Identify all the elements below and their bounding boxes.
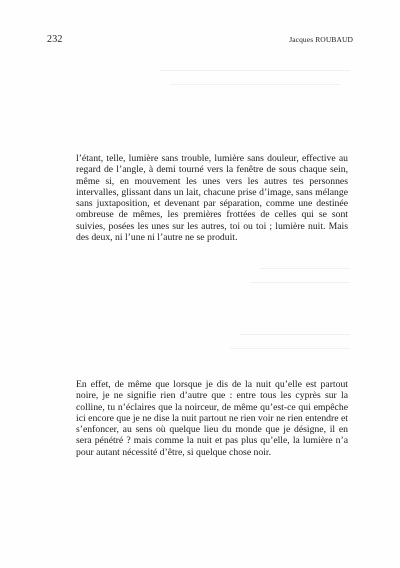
show-through-line	[250, 282, 350, 283]
paragraph-1: l’étant, telle, lumière sans trouble, lumière sans douleur, effective au regard de l’angle, à demi tourné vers la fenêtre de sous chaque sein, même si, en mouvement les unes vers les autres tes personnes intervalles, glissant dans un lait, chacune prise d’image, sans mélange sans juxtaposition, et devenant par séparation, comme une destinée ombreuse de mêmes, les premières frottées de celles qui se sont suivies, posées les unes sur les autres, toi ou toi ; lumière nuit. Mais des deux, ni l’une ni l’autre ne se produit.	[76, 153, 348, 243]
running-head-author: Jacques ROUBAUD	[289, 35, 353, 44]
paragraph-2: En effet, de même que lorsque je dis de la nuit qu’elle est partout noire, je ne signifie rien d’autre que : entre tous les cyprès sur la colline, tu n’éclaires que la noirceur, de même qu’est-ce qui empêche ici encore que je ne dise la nuit partout ne rien voir ne rien entendre et s’enfoncer, au sens où quelque lieu du monde que je désigne, il en sera pénétré ? mais comme la nuit et pas plus qu’elle, la lumière n’a pour autant nécessité d’être, si quelque chose noir.	[76, 379, 348, 458]
show-through-line	[230, 348, 350, 349]
show-through-line	[260, 268, 350, 269]
show-through-line	[240, 334, 350, 335]
page-number: 232	[47, 34, 63, 45]
show-through-line	[160, 70, 350, 71]
show-through-line	[170, 84, 340, 85]
